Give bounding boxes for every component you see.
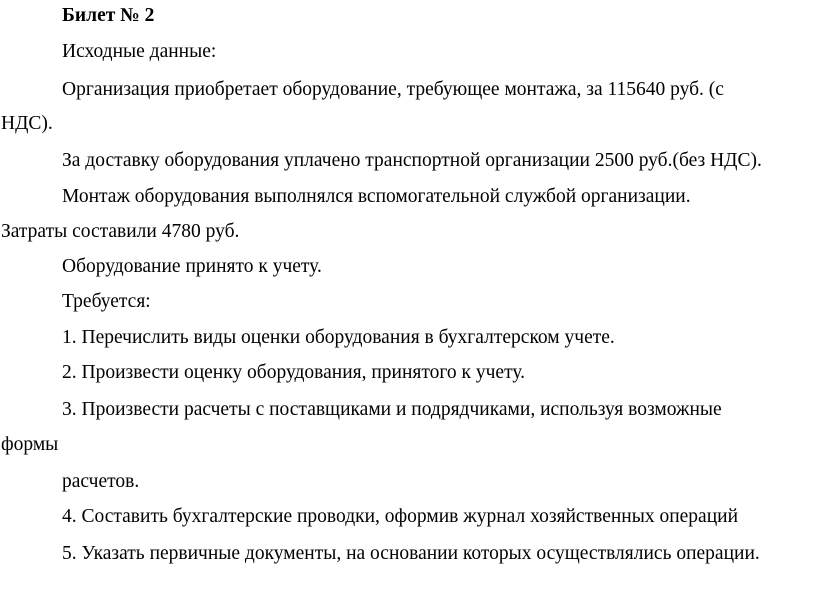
- task-item-3-cont-2: расчетов.: [62, 471, 140, 492]
- task-item-2: 2. Произвести оценку оборудования, принятого к учету.: [62, 362, 526, 383]
- text-line-accepted: Оборудование принято к учету.: [62, 256, 322, 277]
- document-title: Билет № 2: [62, 5, 155, 26]
- task-item-1: 1. Перечислить виды оценки оборудования в бухгалтерском учете.: [62, 327, 615, 348]
- task-item-4: 4. Составить бухгалтерские проводки, оформив журнал хозяйственных операций: [62, 506, 739, 527]
- text-line-required: Требуется:: [62, 291, 151, 312]
- text-line-purchase-cont: НДС).: [1, 113, 53, 134]
- text-line-purchase: Организация приобретает оборудование, требующее монтажа, за 115640 руб. (с: [62, 79, 724, 100]
- task-item-5: 5. Указать первичные документы, на основании которых осуществлялись операции.: [62, 543, 760, 564]
- text-line-delivery: За доставку оборудования уплачено транспортной организации 2500 руб.(без НДС).: [62, 150, 762, 171]
- text-line-costs: Затраты составили 4780 руб.: [1, 221, 240, 242]
- task-item-3-cont: формы: [1, 434, 59, 455]
- task-item-3: 3. Произвести расчеты с поставщиками и подрядчиками, используя возможные: [62, 399, 722, 420]
- text-line-installation: Монтаж оборудования выполнялся вспомогательной службой организации.: [62, 186, 691, 207]
- text-line-initial-data: Исходные данные:: [62, 41, 217, 62]
